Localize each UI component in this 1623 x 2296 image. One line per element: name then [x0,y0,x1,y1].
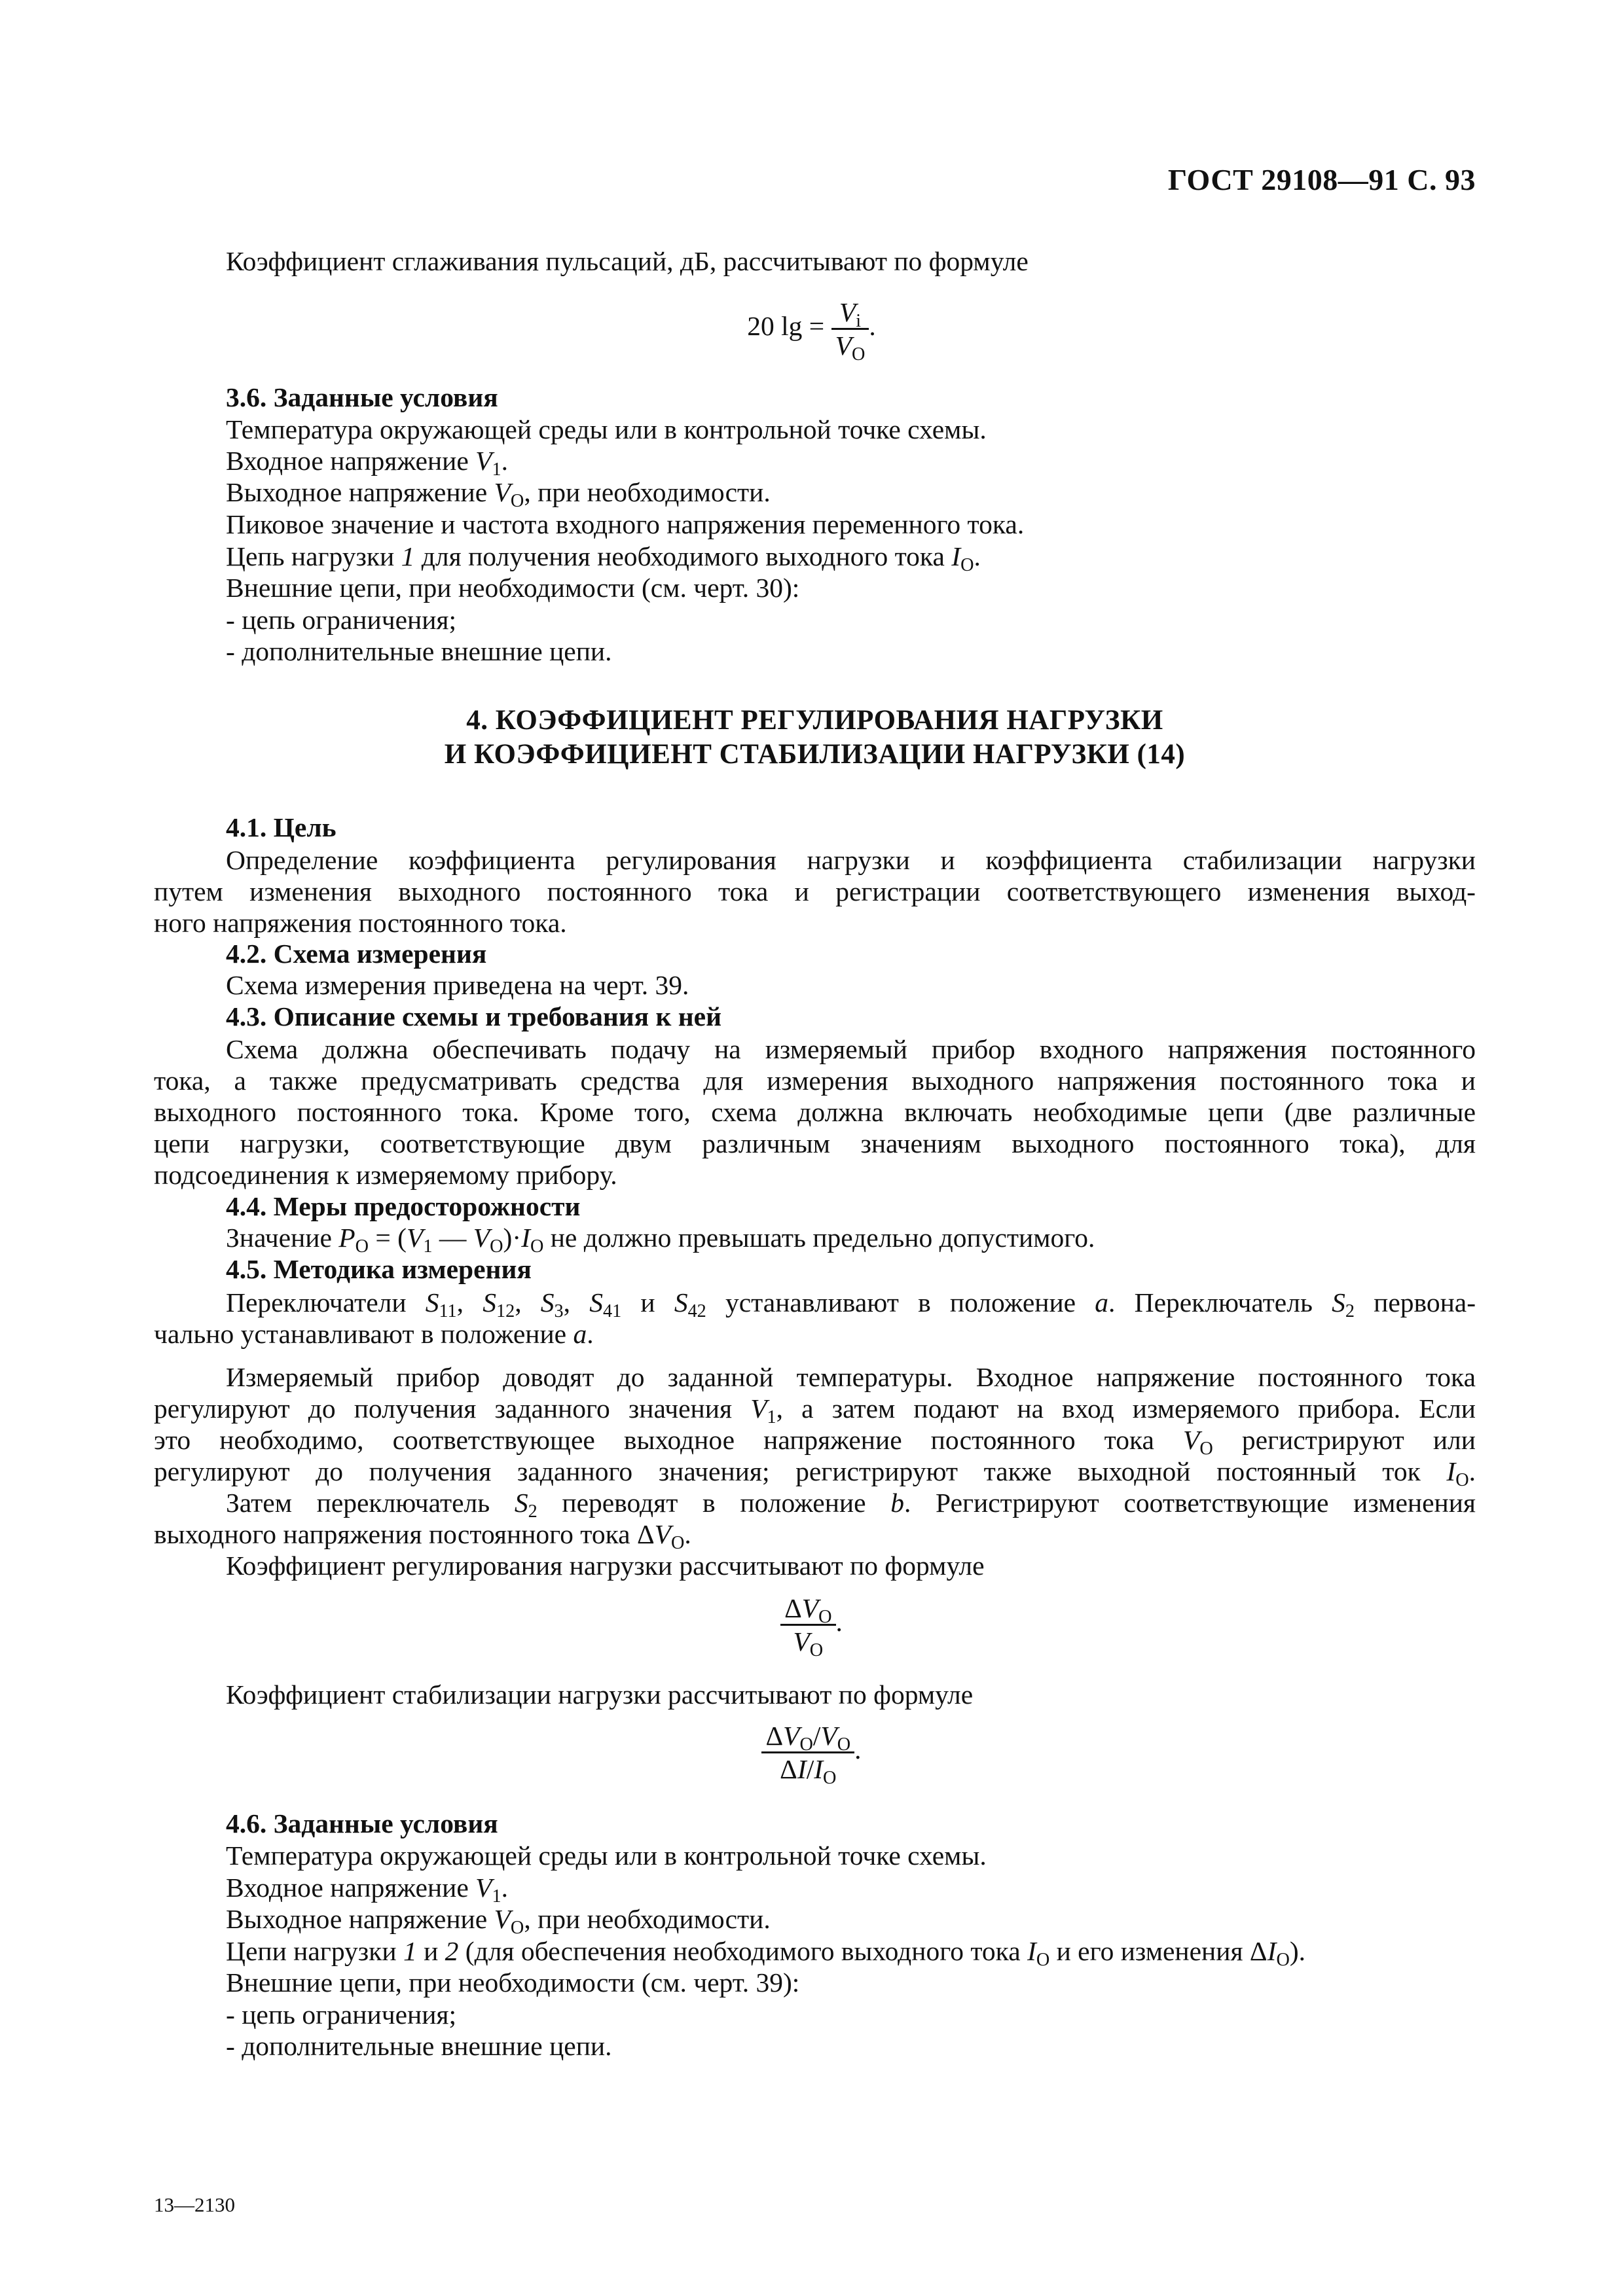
load-regulation-formula: $\frac{\Delta V_O}{V_O}$ . [0,1594,1623,1656]
s36-line: Выходное напряжение $V_O$, при необходимости. [226,477,771,511]
s45-text: Затем переключатель $S_2$ переводят в положение b. Регистрируют соответствующие изменения [226,1488,1476,1522]
s41-text: Определение коэффициента регулирования нагрузки и коэффициента стабилизации нагрузки [226,845,1476,875]
section-4-5-heading: 4.5. Методика измерения [226,1254,532,1284]
section-4-6-heading: 4.6. Заданные условия [226,1808,498,1839]
s45-text: Переключатели $S_{11}$, $S_{12}$, $S_3$, $S_{41}$ и $S_{42}$ устанавливают в положение a. Переключатель $S_2$ первона- [226,1287,1476,1321]
s36-line: - цепь ограничения; [226,605,457,635]
s45-text: Коэффициент регулирования нагрузки рассчитывают по формуле [226,1551,985,1581]
section-4-4-heading: 4.4. Меры предосторожности [226,1191,581,1221]
ripple-intro: Коэффициент сглаживания пульсаций, дБ, рассчитывают по формуле [226,246,1029,276]
s46-line: - цепь ограничения; [226,2000,457,2030]
s36-line: Температура окружающей среды или в контрольной точке схемы. [226,414,987,444]
page-header: ГОСТ 29108—91 С. 93 [1167,163,1476,196]
s36-line: Входное напряжение $V_1$. [226,446,508,480]
s45-text: чально устанавливают в положение a. [154,1319,594,1349]
section-4-title-line1: 4. КОЭФФИЦИЕНТ РЕГУЛИРОВАНИЯ НАГРУЗКИ [466,705,1163,736]
section-3-6-heading: 3.6. Заданные условия [226,382,498,412]
section-4-3-heading: 4.3. Описание схемы и требования к ней [226,1001,722,1031]
section-4-1-heading: 4.1. Цель [226,812,337,842]
section-4-2-heading: 4.2. Схема измерения [226,939,487,969]
s36-line: Внешние цепи, при необходимости (см. черт. 30): [226,573,800,603]
s46-line: - дополнительные внешние цепи. [226,2031,612,2061]
s46-line: Цепи нагрузки 1 и 2 (для обеспечения необходимого выходного тока $I_O$ и его изменения $\Delta I_O$). [226,1936,1306,1970]
s41-text: путем изменения выходного постоянного тока и регистрации соответствующего изменения выход- [154,876,1476,906]
s43-text: подсоединения к измеряемому прибору. [154,1160,617,1190]
s44-text: Значение $P_O = (V_1$ — $V_O)\cdot I_O$ не должно превышать предельно допустимого. [226,1223,1095,1257]
s45-text: регулируют до получения заданного значения $V_1$, а затем подают на вход измеряемого прибора. Если [154,1393,1476,1427]
s46-line: Входное напряжение $V_1$. [226,1873,508,1907]
s43-text: выходного постоянного тока. Кроме того, схема должна включать необходимые цепи (две различные [154,1097,1476,1127]
s43-text: цепи нагрузки, соответствующие двум различным значениям выходного постоянного тока), для [154,1128,1476,1158]
s45-text: Коэффициент стабилизации нагрузки рассчитывают по формуле [226,1679,974,1710]
s41-text: ного напряжения постоянного тока. [154,908,567,938]
s45-text: выходного напряжения постоянного тока $\Delta V_O$. [154,1519,691,1553]
ripple-formula: 20 lg = $\frac{V_i}{V_O}$ . [747,297,876,365]
s46-line: Выходное напряжение $V_O$, при необходимости. [226,1904,771,1938]
section-4-title-line2: И КОЭФФИЦИЕНТ СТАБИЛИЗАЦИИ НАГРУЗКИ (14) [444,739,1186,770]
s45-text: регулируют до получения заданного значения; регистрируют также выходной постоянный ток $I_O$. [154,1456,1476,1490]
s45-text: это необходимо, соответствующее выходное напряжение постоянного тока $V_O$ регистрируют или [154,1425,1476,1459]
s43-text: тока, а также предусматривать средства для измерения выходного напряжения постоянного тока и [154,1066,1476,1096]
page-footer-code: 13—2130 [154,2193,235,2216]
s36-line: Пиковое значение и частота входного напряжения переменного тока. [226,509,1025,539]
s45-text: Измеряемый прибор доводят до заданной температуры. Входное напряжение постоянного тока [226,1362,1476,1392]
s46-line: Температура окружающей среды или в контрольной точке схемы. [226,1840,987,1871]
load-stabilization-formula: $\frac{\Delta V_O/V_O}{\Delta I/I_O}$ . [0,1721,1623,1784]
s42-text: Схема измерения приведена на черт. 39. [226,970,689,1000]
s46-line: Внешние цепи, при необходимости (см. черт. 39): [226,1967,800,1998]
s36-line: - дополнительные внешние цепи. [226,636,612,666]
s43-text: Схема должна обеспечивать подачу на измеряемый прибор входного напряжения постоянного [226,1034,1476,1064]
s36-line: Цепь нагрузки 1 для получения необходимого выходного тока $I_O$. [226,541,981,575]
